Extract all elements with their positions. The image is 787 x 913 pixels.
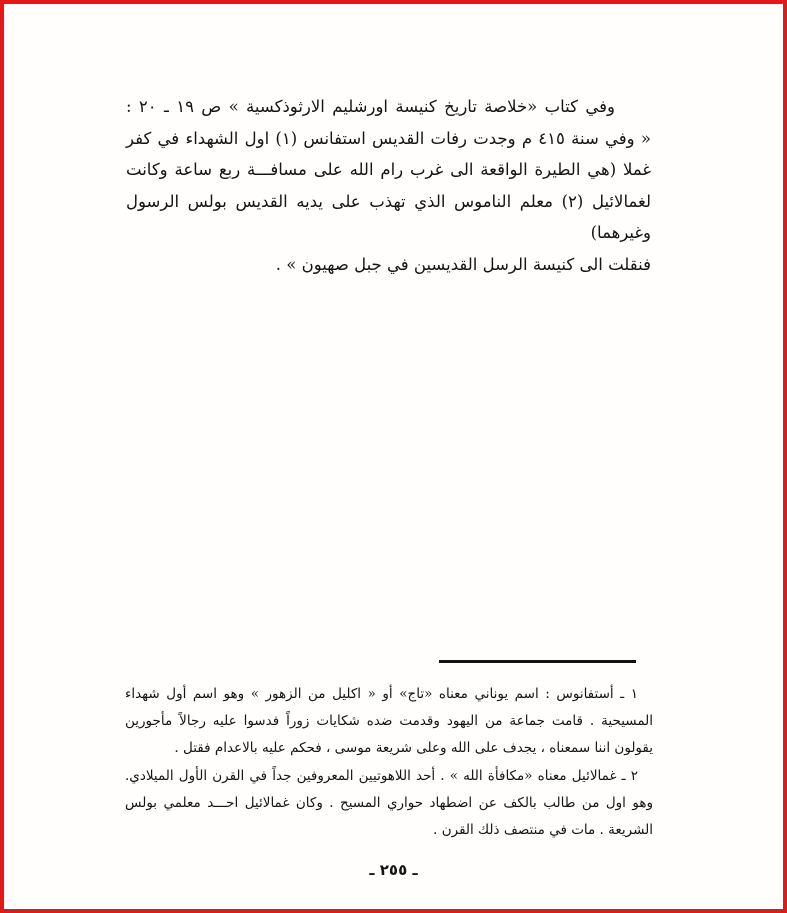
footnote-line: وهو اول من طالب بالكف عن اضطهاد حواري المسيح . وكان غمالائيل احـــد معلمي بولس — [125, 795, 653, 811]
main-paragraph — [126, 91, 651, 280]
paragraph-line: لغمالائيل (٢) معلم الناموس الذي تهذب على يديه القديس بولس الرسول وغيرهما) — [126, 191, 651, 242]
footnote-line: ٢ ـ غمالائيل معناه «مكافأة الله » . أحد اللاهوتيين المعروفين جداً في القرن الأول الميلادي. — [125, 768, 638, 784]
footnote-line: الشريعة . مات في منتصف ذلك القرن . — [433, 822, 653, 838]
page-number: ـ ٢٥٥ ـ — [369, 861, 418, 879]
footnote-separator-rule — [439, 660, 636, 663]
footnote-line: يقولون اننا سمعناه ، يجدف على الله وعلى شريعة موسى ، فحكم عليه بالاعدام فقتل . — [174, 740, 653, 756]
paragraph-line: « وفي سنة ٤١٥ م وجدت رفات القديس استفانس (١) اول الشهداء في كفر — [126, 128, 651, 148]
paragraph-line: وفي كتاب «خلاصة تاريخ كنيسة اورشليم الارثوذكسية » ص ١٩ ـ ٢٠ : — [126, 97, 615, 116]
footnote-line: المسيحية . قامت جماعة من اليهود وقدمت ضده شكايات زوراً فدسوا عليه رجالاً مأجورين — [125, 713, 653, 729]
paragraph-line: فنقلت الى كنيسة الرسل القديسين في جبل صهيون » . — [275, 254, 651, 274]
footnote-1 — [125, 681, 653, 762]
footnote-line: ١ ـ أستفانوس : اسم يوناني معناه «تاج» أو « اكليل من الزهور » وهو اسم أول شهداء — [125, 686, 638, 702]
paragraph-line: غملا (هي الطيرة الواقعة الى غرب رام الله على مسافـــة ربع ساعة وكانت — [126, 160, 651, 179]
footnote-2 — [125, 763, 653, 844]
